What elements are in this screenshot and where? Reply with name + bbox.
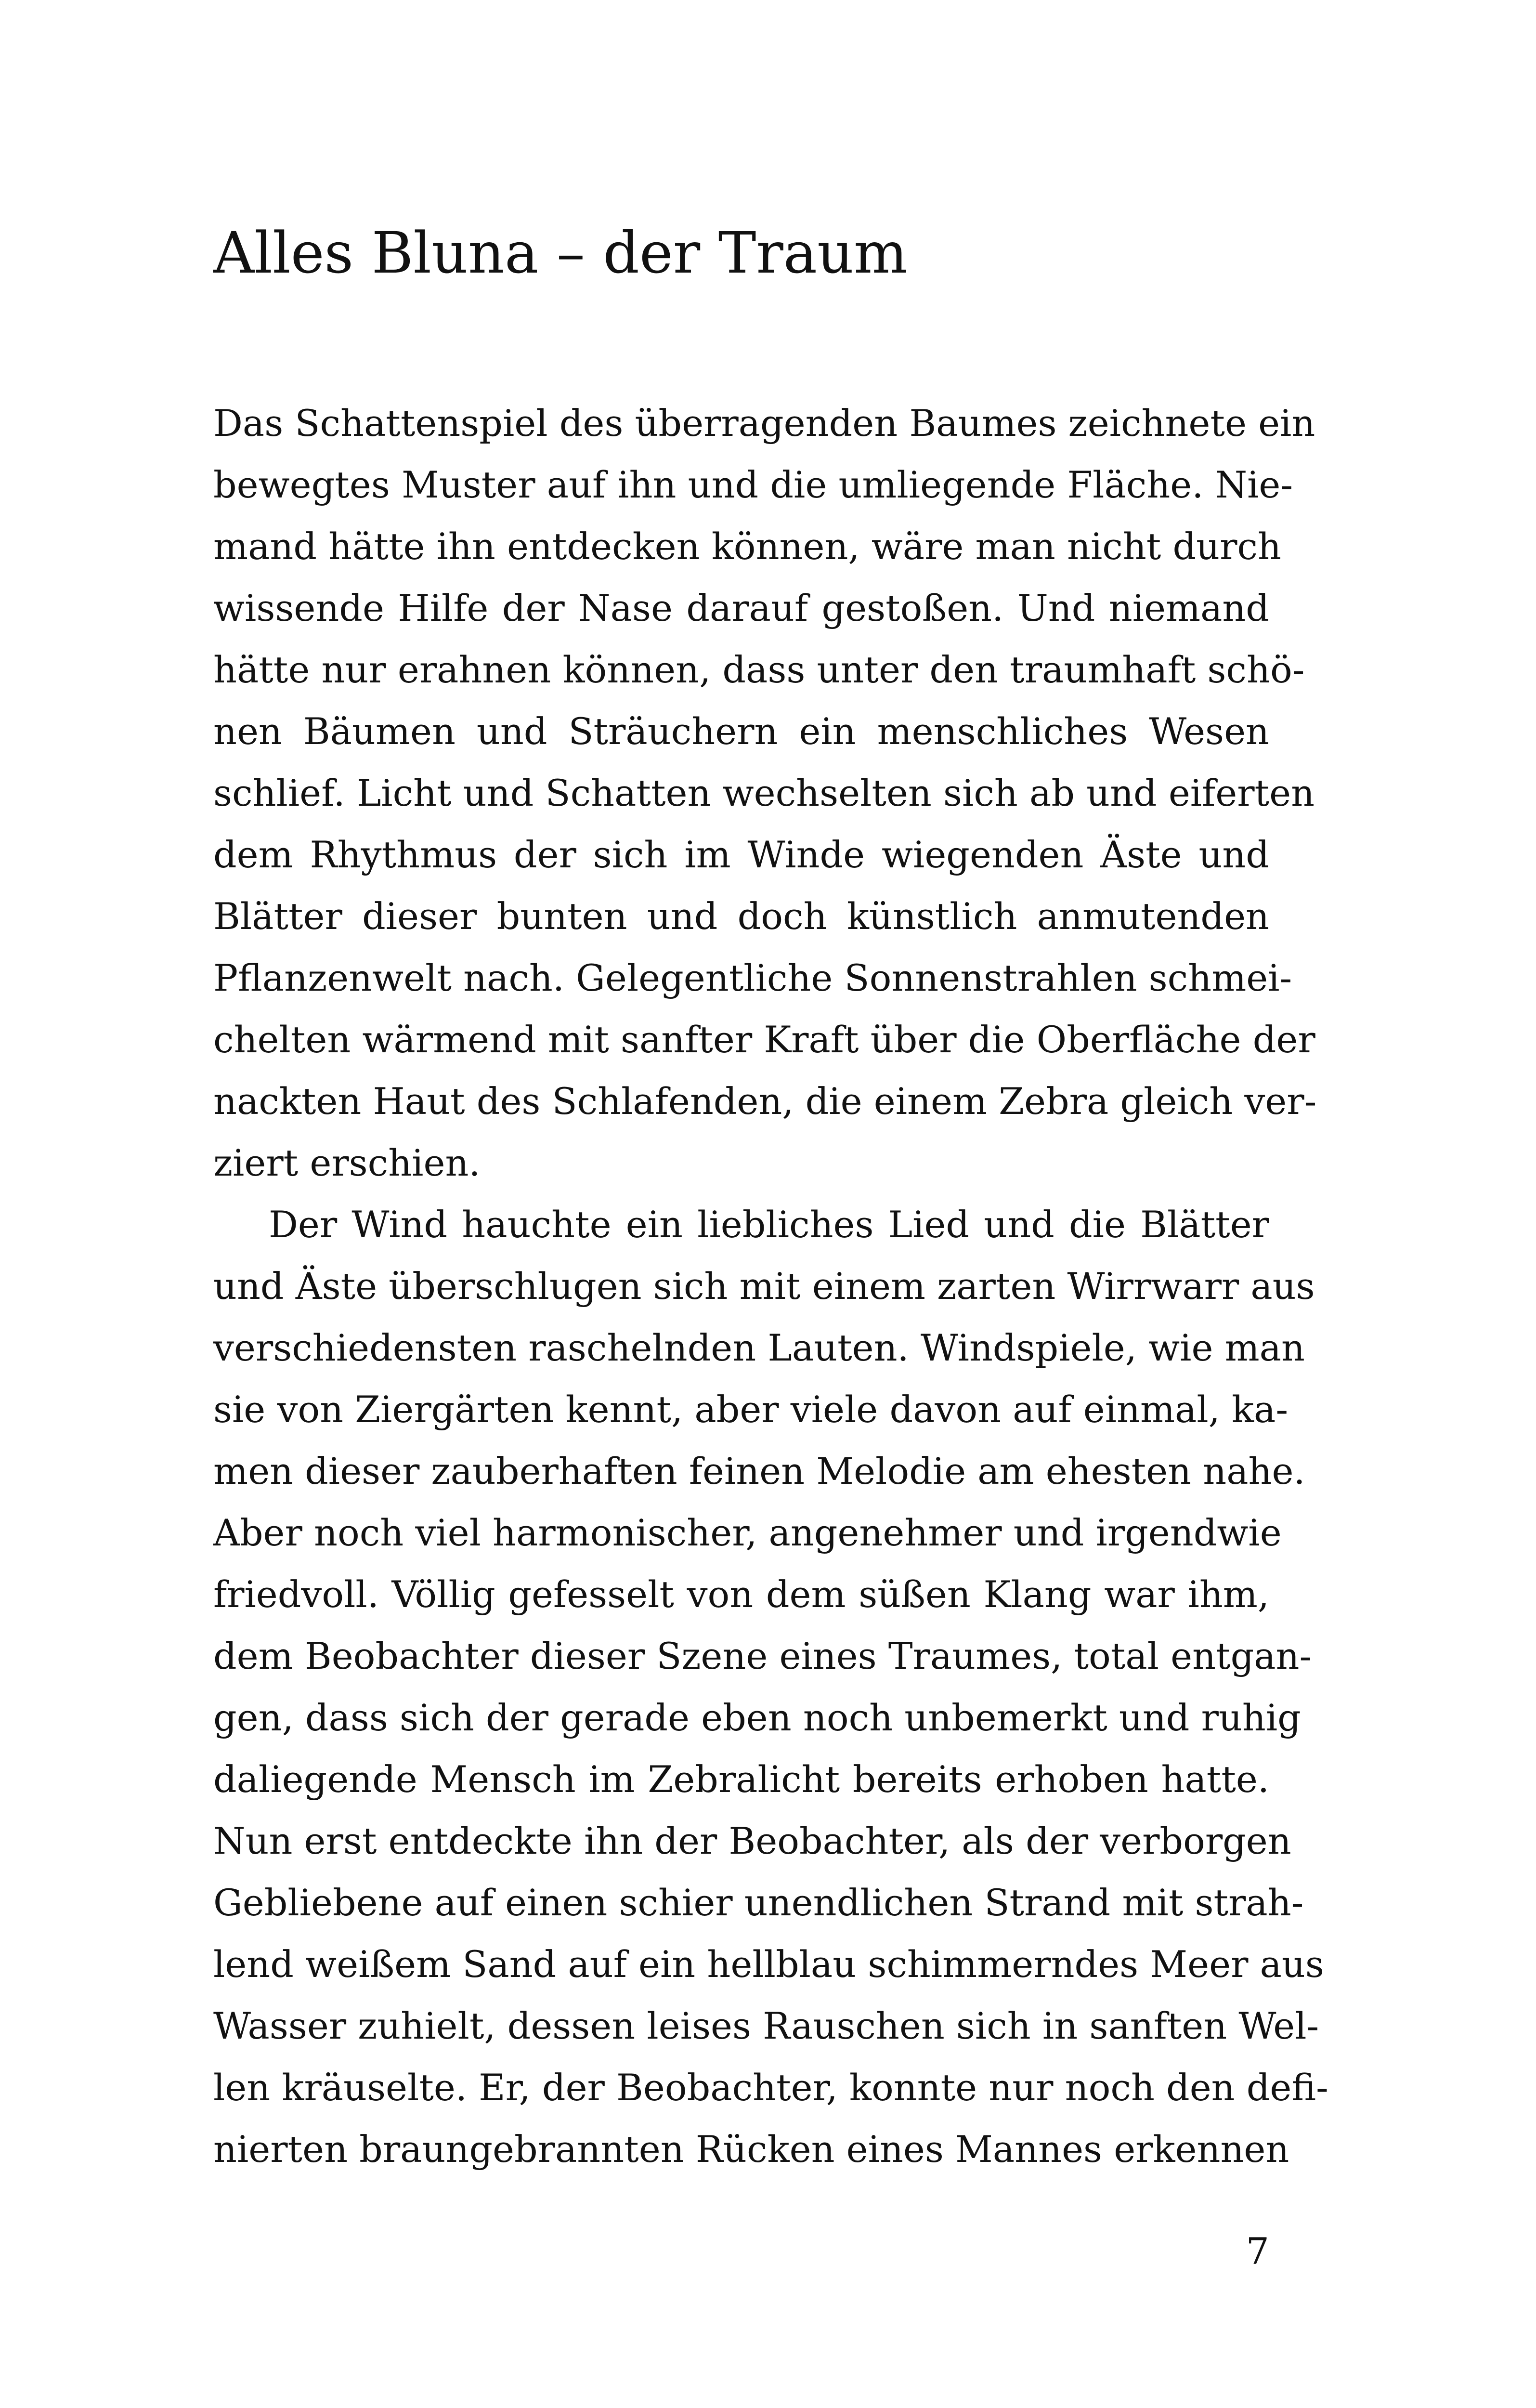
text-line: verschiedensten raschelnden Lauten. Windspiele, wie man bbox=[213, 1326, 1305, 1369]
text-line: Blätter dieser bunten und doch künstlich anmutenden bbox=[213, 895, 1269, 938]
text-line: Wasser zuhielt, dessen leises Rauschen sich in sanften Wel- bbox=[213, 2004, 1319, 2047]
page-number: 7 bbox=[1246, 2230, 1269, 2273]
text-line: Gebliebene auf einen schier unendlichen Strand mit strah- bbox=[213, 1881, 1304, 1924]
text-line: Der Wind hauchte ein liebliches Lied und die Blätter bbox=[269, 1203, 1269, 1246]
text-line: nierten braungebrannten Rücken eines Mannes erkennen bbox=[213, 2128, 1289, 2171]
text-line: dem Beobachter dieser Szene eines Traumes, total entgan- bbox=[213, 1635, 1312, 1677]
text-line: Aber noch viel harmonischer, angenehmer und irgendwie bbox=[213, 1511, 1282, 1554]
paragraph-1 bbox=[213, 393, 1317, 1194]
text-line: hätte nur erahnen können, dass unter den traumhaft schö- bbox=[213, 648, 1305, 691]
text-line: Nun erst entdeckte ihn der Beobachter, als der verborgen bbox=[213, 1819, 1291, 1862]
text-line: Das Schattenspiel des überragenden Baumes zeichnete ein bbox=[213, 402, 1315, 445]
text-line: chelten wärmend mit sanfter Kraft über die Oberfläche der bbox=[213, 1018, 1315, 1061]
text-line: sie von Ziergärten kennt, aber viele davon auf einmal, ka- bbox=[213, 1388, 1289, 1431]
text-line: friedvoll. Völlig gefesselt von dem süßen Klang war ihm, bbox=[213, 1573, 1269, 1616]
chapter-title: Alles Bluna – der Traum bbox=[213, 220, 908, 286]
body-text bbox=[213, 393, 1328, 2180]
text-line: dem Rhythmus der sich im Winde wiegenden Äste und bbox=[213, 833, 1269, 876]
text-line: schlief. Licht und Schatten wechselten sich ab und eiferten bbox=[213, 772, 1315, 814]
text-line: nen Bäumen und Sträuchern ein menschliches Wesen bbox=[213, 710, 1269, 753]
text-line: lend weißem Sand auf ein hellblau schimmerndes Meer aus bbox=[213, 1943, 1324, 1986]
text-line: bewegtes Muster auf ihn und die umliegende Fläche. Nie- bbox=[213, 463, 1293, 506]
text-line: mand hätte ihn entdecken können, wäre man nicht durch bbox=[213, 525, 1281, 568]
text-line: len kräuselte. Er, der Beobachter, konnte nur noch den defi- bbox=[213, 2066, 1328, 2109]
text-line: und Äste überschlugen sich mit einem zarten Wirrwarr aus bbox=[213, 1265, 1315, 1308]
text-line: Pflanzenwelt nach. Gelegentliche Sonnenstrahlen schmei- bbox=[213, 956, 1292, 999]
text-line: men dieser zauberhaften feinen Melodie am ehesten nahe. bbox=[213, 1450, 1305, 1492]
text-line: nackten Haut des Schlafenden, die einem Zebra gleich ver- bbox=[213, 1080, 1317, 1123]
text-line: gen, dass sich der gerade eben noch unbemerkt und ruhig bbox=[213, 1696, 1301, 1739]
text-line: wissende Hilfe der Nase darauf gestoßen. Und niemand bbox=[213, 587, 1269, 629]
text-line: daliegende Mensch im Zebralicht bereits erhoben hatte. bbox=[213, 1758, 1269, 1801]
paragraph-2 bbox=[213, 1194, 1328, 2180]
text-line: ziert erschien. bbox=[213, 1141, 481, 1184]
